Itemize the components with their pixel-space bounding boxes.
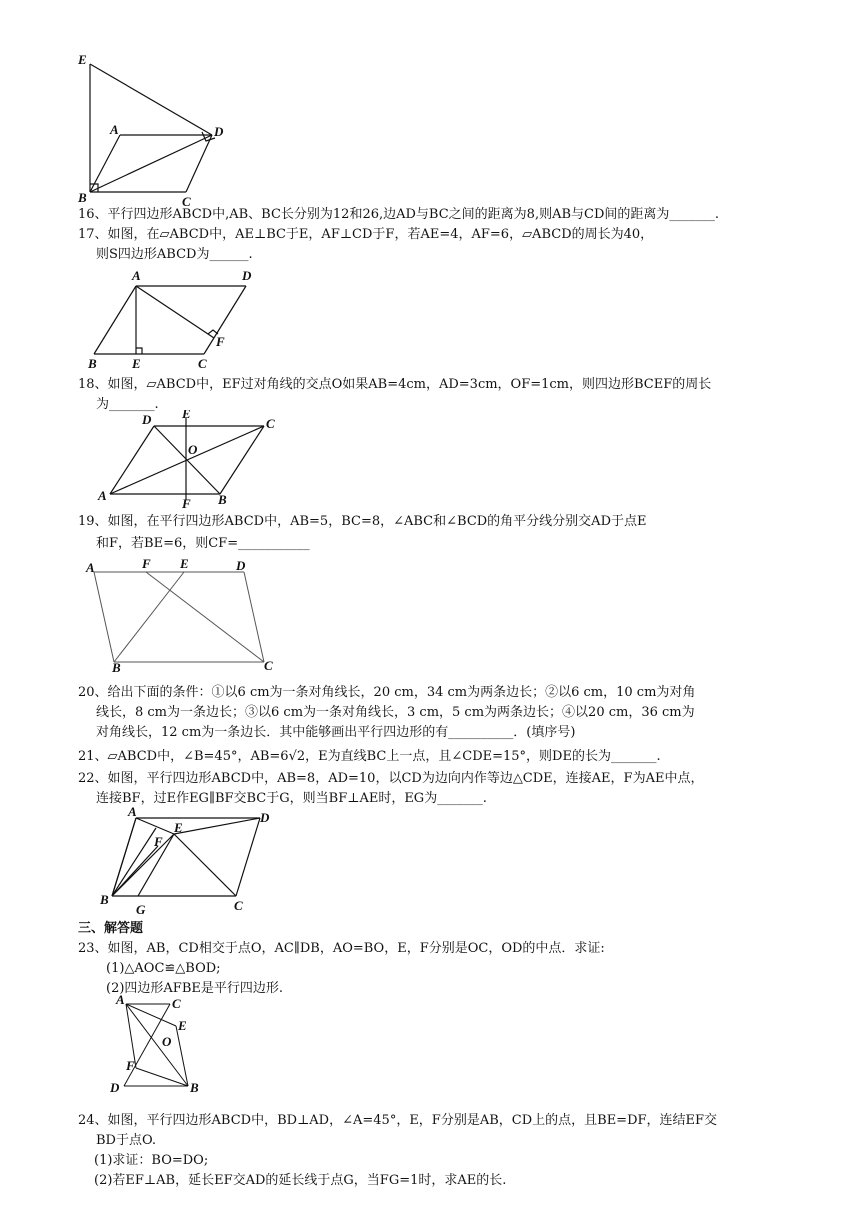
question-20-line3: 对角线长，12 cm为一条边长．其中能够画出平行四边形的有__________．(填序号) bbox=[96, 725, 576, 740]
svg-text:O: O bbox=[162, 1034, 172, 1049]
question-17-line1: 17、如图，在▱ABCD中，AE⊥BC于E，AF⊥CD于F，若AE=4，AF=6，▱ABCD的周长为40， bbox=[78, 227, 654, 242]
svg-text:A: A bbox=[98, 488, 107, 503]
question-24-part1: (1)求证：BO=DO; bbox=[94, 1153, 209, 1168]
svg-text:C: C bbox=[234, 898, 243, 913]
svg-text:C: C bbox=[266, 416, 275, 431]
svg-text:E: E bbox=[78, 52, 87, 67]
svg-text:F: F bbox=[142, 558, 151, 571]
svg-text:A: A bbox=[128, 806, 137, 819]
svg-text:G: G bbox=[136, 902, 146, 914]
question-20-line2: 线长，8 cm为一条边长；③以6 cm为一条对角线长，3 cm，5 cm为两条边长；④以20 cm，36 cm为 bbox=[96, 705, 695, 720]
svg-text:F: F bbox=[182, 496, 191, 510]
svg-text:O: O bbox=[188, 442, 198, 457]
question-18-line1: 18、如图，▱ABCD中，EF过对角线的交点O如果AB=4cm，AD=3cm，OF=1cm，则四边形BCEF的周长 bbox=[78, 377, 712, 392]
svg-text:D: D bbox=[236, 558, 246, 573]
svg-text:B: B bbox=[218, 492, 227, 507]
question-23-part2: (2)四边形AFBE是平行四边形. bbox=[106, 981, 283, 996]
svg-text:E: E bbox=[182, 410, 191, 421]
question-24-line1: 24、如图，平行四边形ABCD中，BD⊥AD，∠A=45°，E，F分别是AB，CD上的点，且BE=DF，连结EF交 bbox=[78, 1113, 718, 1128]
svg-text:D: D bbox=[242, 268, 252, 283]
figure-22 bbox=[96, 806, 286, 914]
question-19-line1: 19、如图，在平行四边形ABCD中，AB=5，BC=8，∠ABC和∠BCD的角平分线分别交AD于点E bbox=[78, 514, 647, 529]
question-18-line2: 为_______. bbox=[96, 397, 159, 412]
svg-text:D: D bbox=[260, 810, 270, 825]
svg-text:C: C bbox=[182, 194, 191, 209]
question-22-line1: 22、如图，平行四边形ABCD中，AB=8，AD=10，以CD为边向内作等边△CDE，连接AE，F为AE中点， bbox=[78, 771, 704, 786]
question-24-part2: (2)若EF⊥AB，延长EF交AD的延长线于点G，当FG=1时，求AE的长. bbox=[94, 1173, 507, 1188]
question-22-line2: 连接BF，过E作EG∥BF交BC于G，则当BF⊥AE时，EG为_______. bbox=[96, 791, 487, 806]
svg-text:D: D bbox=[110, 1080, 120, 1095]
svg-text:E: E bbox=[180, 558, 189, 571]
svg-text:F: F bbox=[216, 334, 225, 349]
section-3-heading: 三、解答题 bbox=[78, 921, 144, 936]
svg-text:C: C bbox=[198, 356, 207, 371]
question-23-part1: (1)△AOC≌△BOD; bbox=[106, 961, 221, 976]
question-19-line2: 和F，若BE=6，则CF=___________ bbox=[96, 536, 310, 551]
svg-text:A: A bbox=[86, 560, 95, 575]
figure-17 bbox=[84, 266, 264, 376]
svg-text:B: B bbox=[88, 356, 97, 371]
svg-text:C: C bbox=[172, 996, 181, 1011]
svg-text:F: F bbox=[154, 834, 163, 849]
question-17-line2: 则S四边形ABCD为______. bbox=[96, 247, 253, 262]
svg-text:D: D bbox=[214, 124, 224, 139]
svg-text:B: B bbox=[100, 892, 109, 907]
question-16: 16、平行四边形ABCD中,AB、BC长分别为12和26,边AD与BC之间的距离为8,则AB与CD间的距离为_______. bbox=[78, 207, 720, 222]
figure-19 bbox=[84, 558, 284, 676]
svg-text:E: E bbox=[132, 356, 141, 371]
svg-text:B: B bbox=[190, 1080, 199, 1095]
svg-text:E: E bbox=[174, 820, 183, 835]
svg-text:F: F bbox=[126, 1058, 135, 1073]
svg-text:C: C bbox=[264, 658, 273, 673]
figure-23 bbox=[104, 994, 224, 1098]
svg-text:B: B bbox=[78, 190, 87, 205]
question-20-line1: 20、给出下面的条件：①以6 cm为一条对角线长，20 cm，34 cm为两条边长；②以6 cm，10 cm为对角 bbox=[78, 685, 696, 700]
figure-top bbox=[74, 50, 234, 210]
figure-18 bbox=[94, 410, 284, 510]
svg-text:A: A bbox=[116, 994, 125, 1007]
svg-text:B: B bbox=[112, 660, 121, 675]
svg-text:A: A bbox=[110, 122, 119, 137]
question-24-line2: BD于点O. bbox=[96, 1133, 157, 1148]
question-21: 21、▱ABCD中，∠B=45°，AB=6√2，E为直线BC上一点，且∠CDE=15°，则DE的长为_______. bbox=[78, 749, 661, 764]
svg-text:E: E bbox=[178, 1018, 187, 1033]
svg-text:A: A bbox=[132, 268, 141, 283]
svg-text:D: D bbox=[142, 412, 152, 427]
question-23-line1: 23、如图，AB，CD相交于点O，AC∥DB，AO=BO，E，F分别是OC，OD的中点．求证: bbox=[78, 941, 605, 956]
